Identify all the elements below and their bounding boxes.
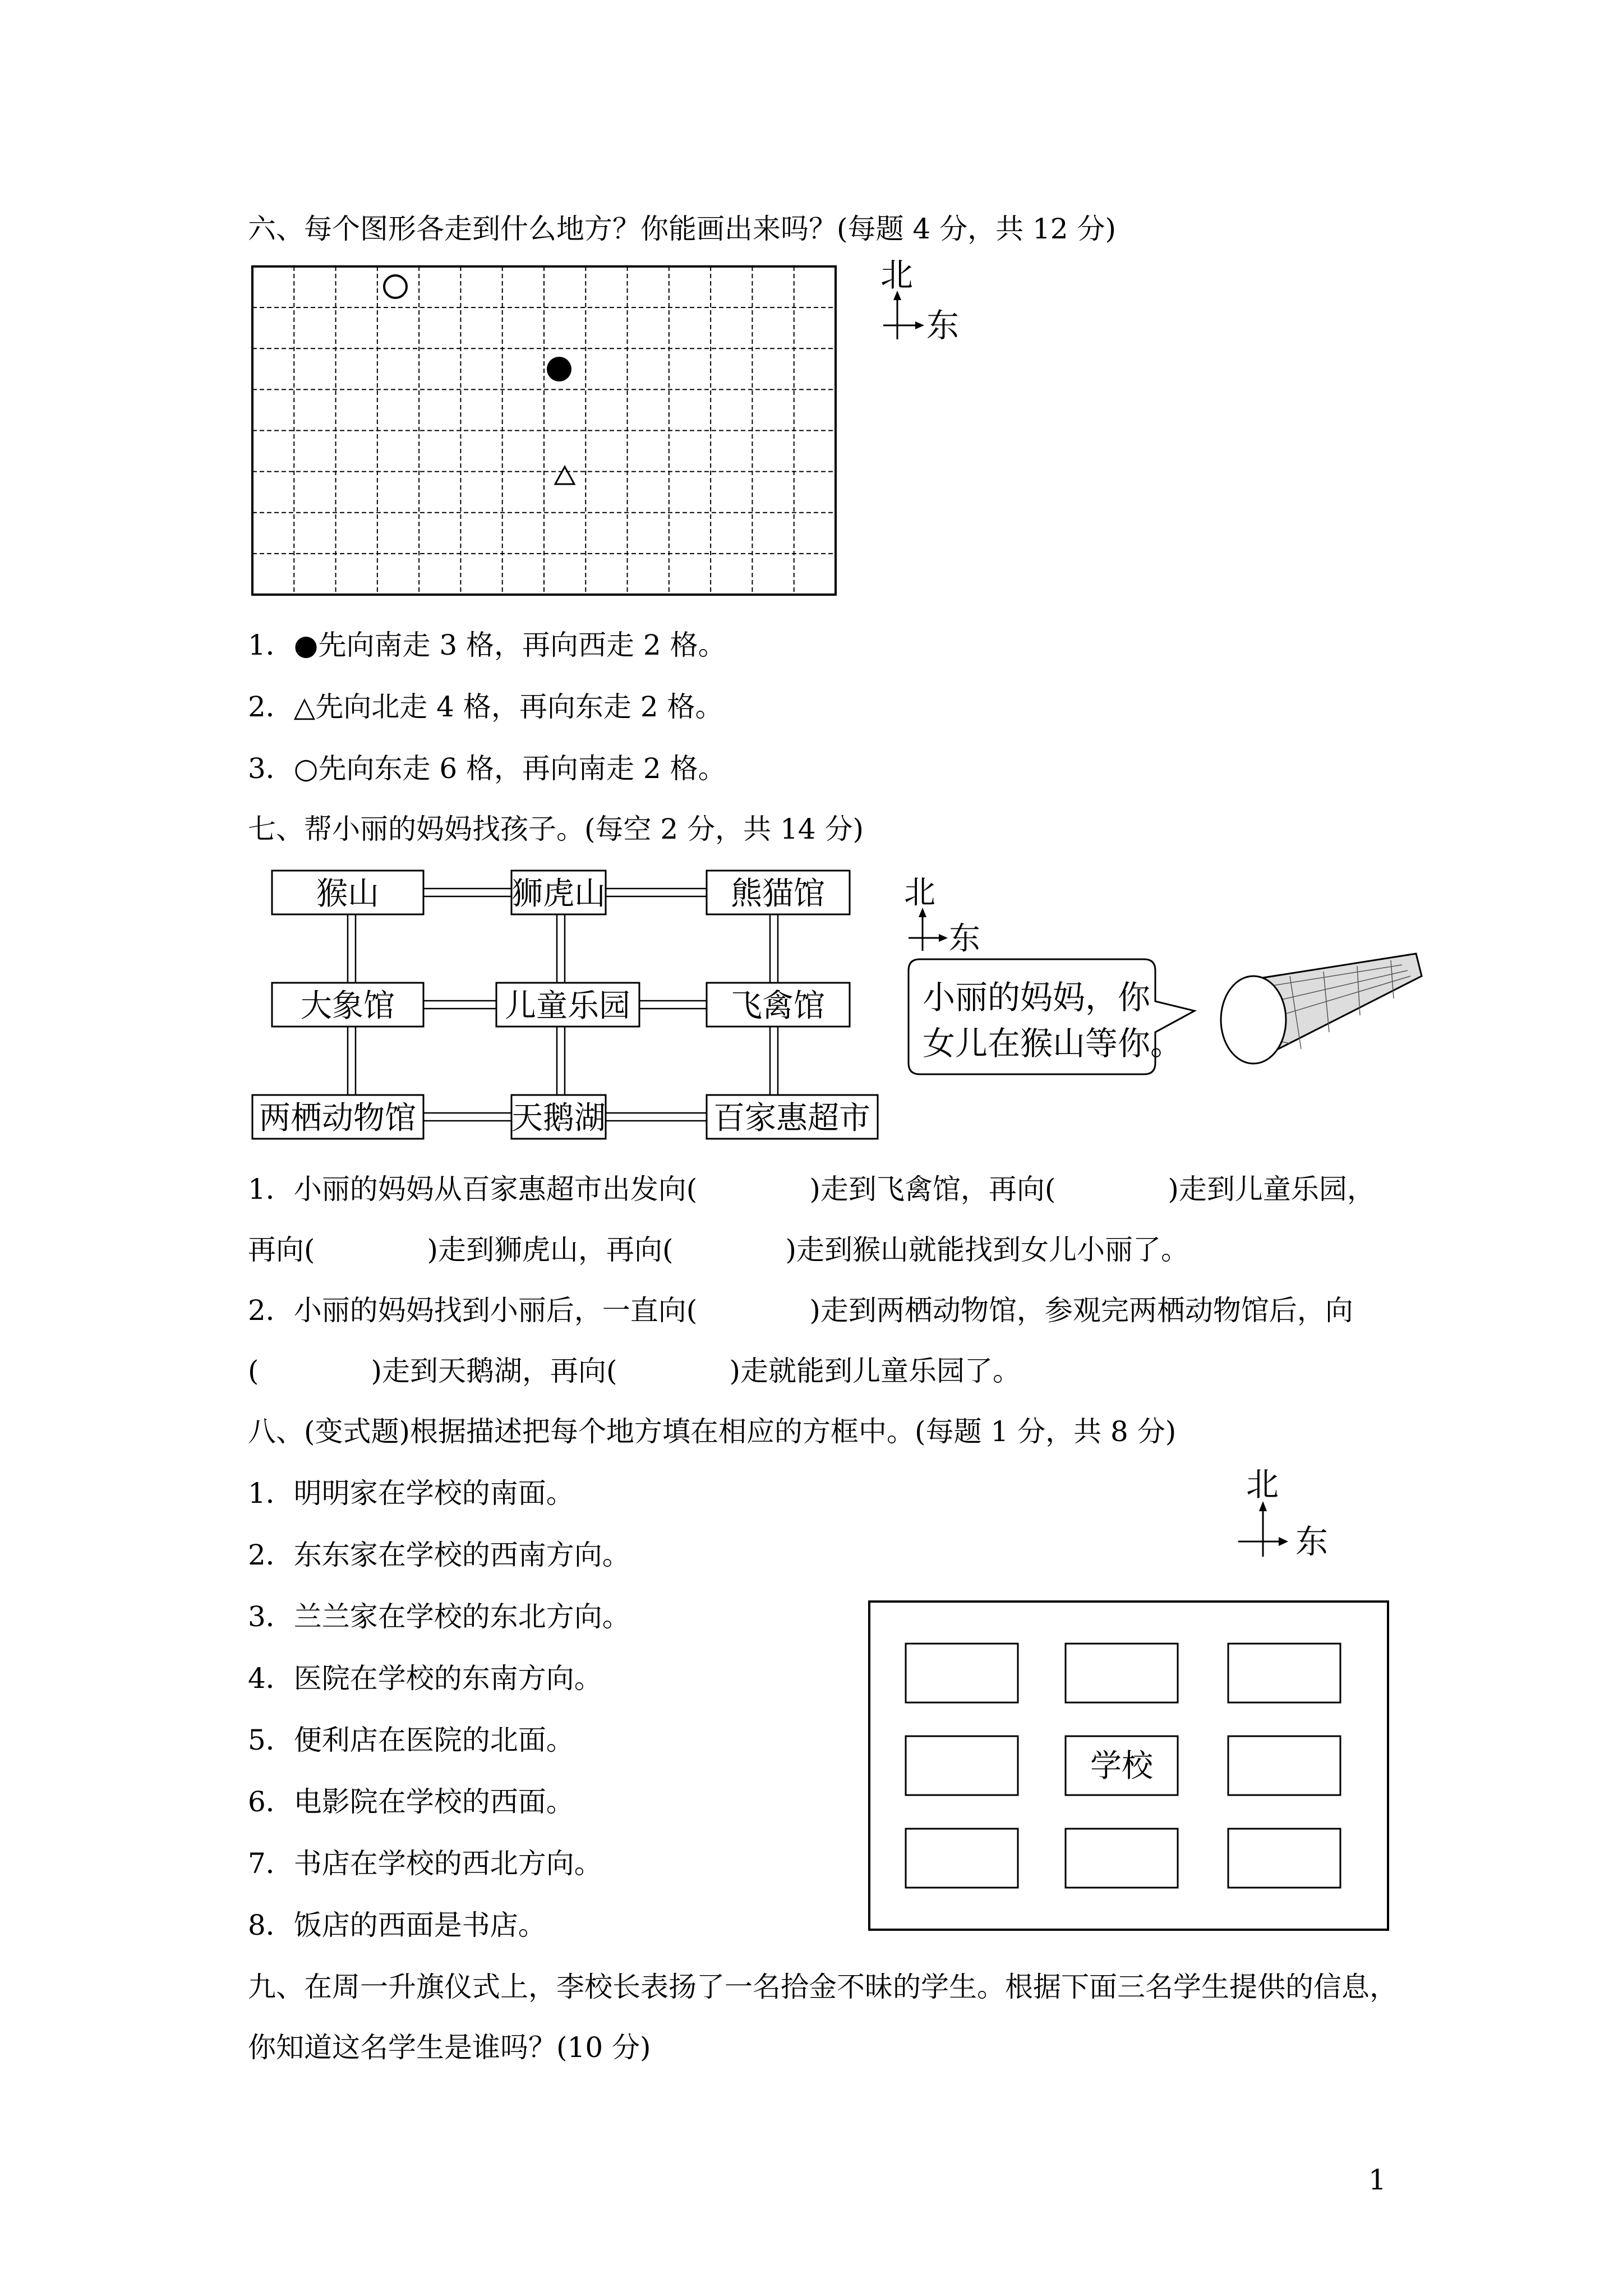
section7-q2-line2: ( )走到天鹅湖，再向( )走就能到儿童乐园了。: [248, 1355, 1021, 1387]
speech-bubble: [897, 948, 1436, 1094]
section8-item-2: 2．东东家在学校的西南方向。: [248, 1539, 630, 1571]
speech-line-2: 女儿在猴山等你。: [923, 1024, 1183, 1062]
section8-item-5: 5．便利店在医院的北面。: [248, 1724, 574, 1756]
compass-north-label: 北: [904, 875, 935, 911]
speech-line-1: 小丽的妈妈，你: [923, 978, 1151, 1016]
place-panda-house: 熊猫馆: [731, 876, 825, 912]
place-bird-house: 飞禽馆: [731, 988, 825, 1024]
compass-icon: [1223, 1464, 1346, 1576]
section7-q1-line2: 再向( )走到狮虎山，再向( )走到猴山就能找到女儿小丽了。: [248, 1234, 1189, 1266]
answer-box-west[interactable]: [906, 1736, 1018, 1795]
place-lion-tiger-hill: 狮虎山: [511, 876, 606, 912]
section7-title: 七、帮小丽的妈妈找孩子。(每空 2 分，共 14 分): [248, 813, 864, 845]
section8-title: 八、(变式题)根据描述把每个地方填在相应的方框中。(每题 1 分，共 8 分): [248, 1415, 1177, 1448]
compass-east-label: 东: [1295, 1522, 1329, 1561]
section7-q2-line1: 2．小丽的妈妈找到小丽后，一直向( )走到两栖动物馆，参观完两栖动物馆后，向: [248, 1294, 1353, 1327]
compass-east-label: 东: [949, 921, 980, 957]
answer-box-south[interactable]: [1066, 1829, 1178, 1888]
school-map-figure: [864, 1596, 1396, 1938]
section6-item-1: 1．●先向南走 3 格，再向西走 2 格。: [248, 629, 726, 661]
megaphone-icon: [1221, 954, 1422, 1064]
compass-north-label: 北: [1246, 1465, 1279, 1503]
section8-item-1: 1．明明家在学校的南面。: [248, 1477, 574, 1510]
section6-item-2: 2．△先向北走 4 格，再向东走 2 格。: [248, 691, 723, 723]
section9-line1: 九、在周一升旗仪式上，李校长表扬了一名拾金不昧的学生。根据下面三名学生提供的信息，: [248, 1971, 1398, 2003]
section6-title: 六、每个图形各走到什么地方？你能画出来吗？(每题 4 分，共 12 分): [248, 213, 1117, 245]
compass-north-label: 北: [880, 258, 914, 294]
section9-line2: 你知道这名学生是谁吗？(10 分): [248, 2031, 651, 2064]
place-supermarket: 百家惠超市: [713, 1100, 870, 1137]
place-monkey-hill: 猴山: [316, 876, 379, 912]
section8-item-3: 3．兰兰家在学校的东北方向。: [248, 1600, 630, 1633]
triangle-shape: [555, 467, 574, 484]
section8-item-8: 8．饭店的西面是书店。: [248, 1909, 546, 1941]
compass-icon: [875, 258, 987, 359]
section8-item-4: 4．医院在学校的东南方向。: [248, 1662, 602, 1695]
compass-east-label: 东: [926, 306, 960, 344]
school-label: 学校: [1090, 1748, 1153, 1784]
section8-item-6: 6．电影院在学校的西面。: [248, 1786, 574, 1818]
place-swan-lake: 天鹅湖: [511, 1100, 606, 1137]
zoo-map: [247, 864, 903, 1156]
grid-figure: [247, 261, 864, 609]
page-number: 1: [1368, 2164, 1386, 2196]
answer-box-southeast[interactable]: [1228, 1829, 1340, 1888]
hollow-circle-shape: [384, 275, 407, 298]
section6-item-3: 3．○先向东走 6 格，再向南走 2 格。: [248, 752, 726, 785]
place-children-park: 儿童乐园: [505, 988, 630, 1024]
place-amphibian-house: 两栖动物馆: [259, 1100, 416, 1137]
answer-box-northeast[interactable]: [1228, 1644, 1340, 1703]
answer-box-southwest[interactable]: [906, 1829, 1018, 1888]
solid-circle-shape: [547, 357, 571, 381]
answer-box-north[interactable]: [1066, 1644, 1178, 1703]
section8-item-7: 7．书店在学校的西北方向。: [248, 1847, 602, 1880]
place-elephant-house: 大象馆: [301, 988, 395, 1024]
answer-box-east[interactable]: [1228, 1736, 1340, 1795]
answer-box-northwest[interactable]: [906, 1644, 1018, 1703]
section7-q1-line1: 1．小丽的妈妈从百家惠超市出发向( )走到飞禽馆，再向( )走到儿童乐园，: [248, 1173, 1375, 1205]
